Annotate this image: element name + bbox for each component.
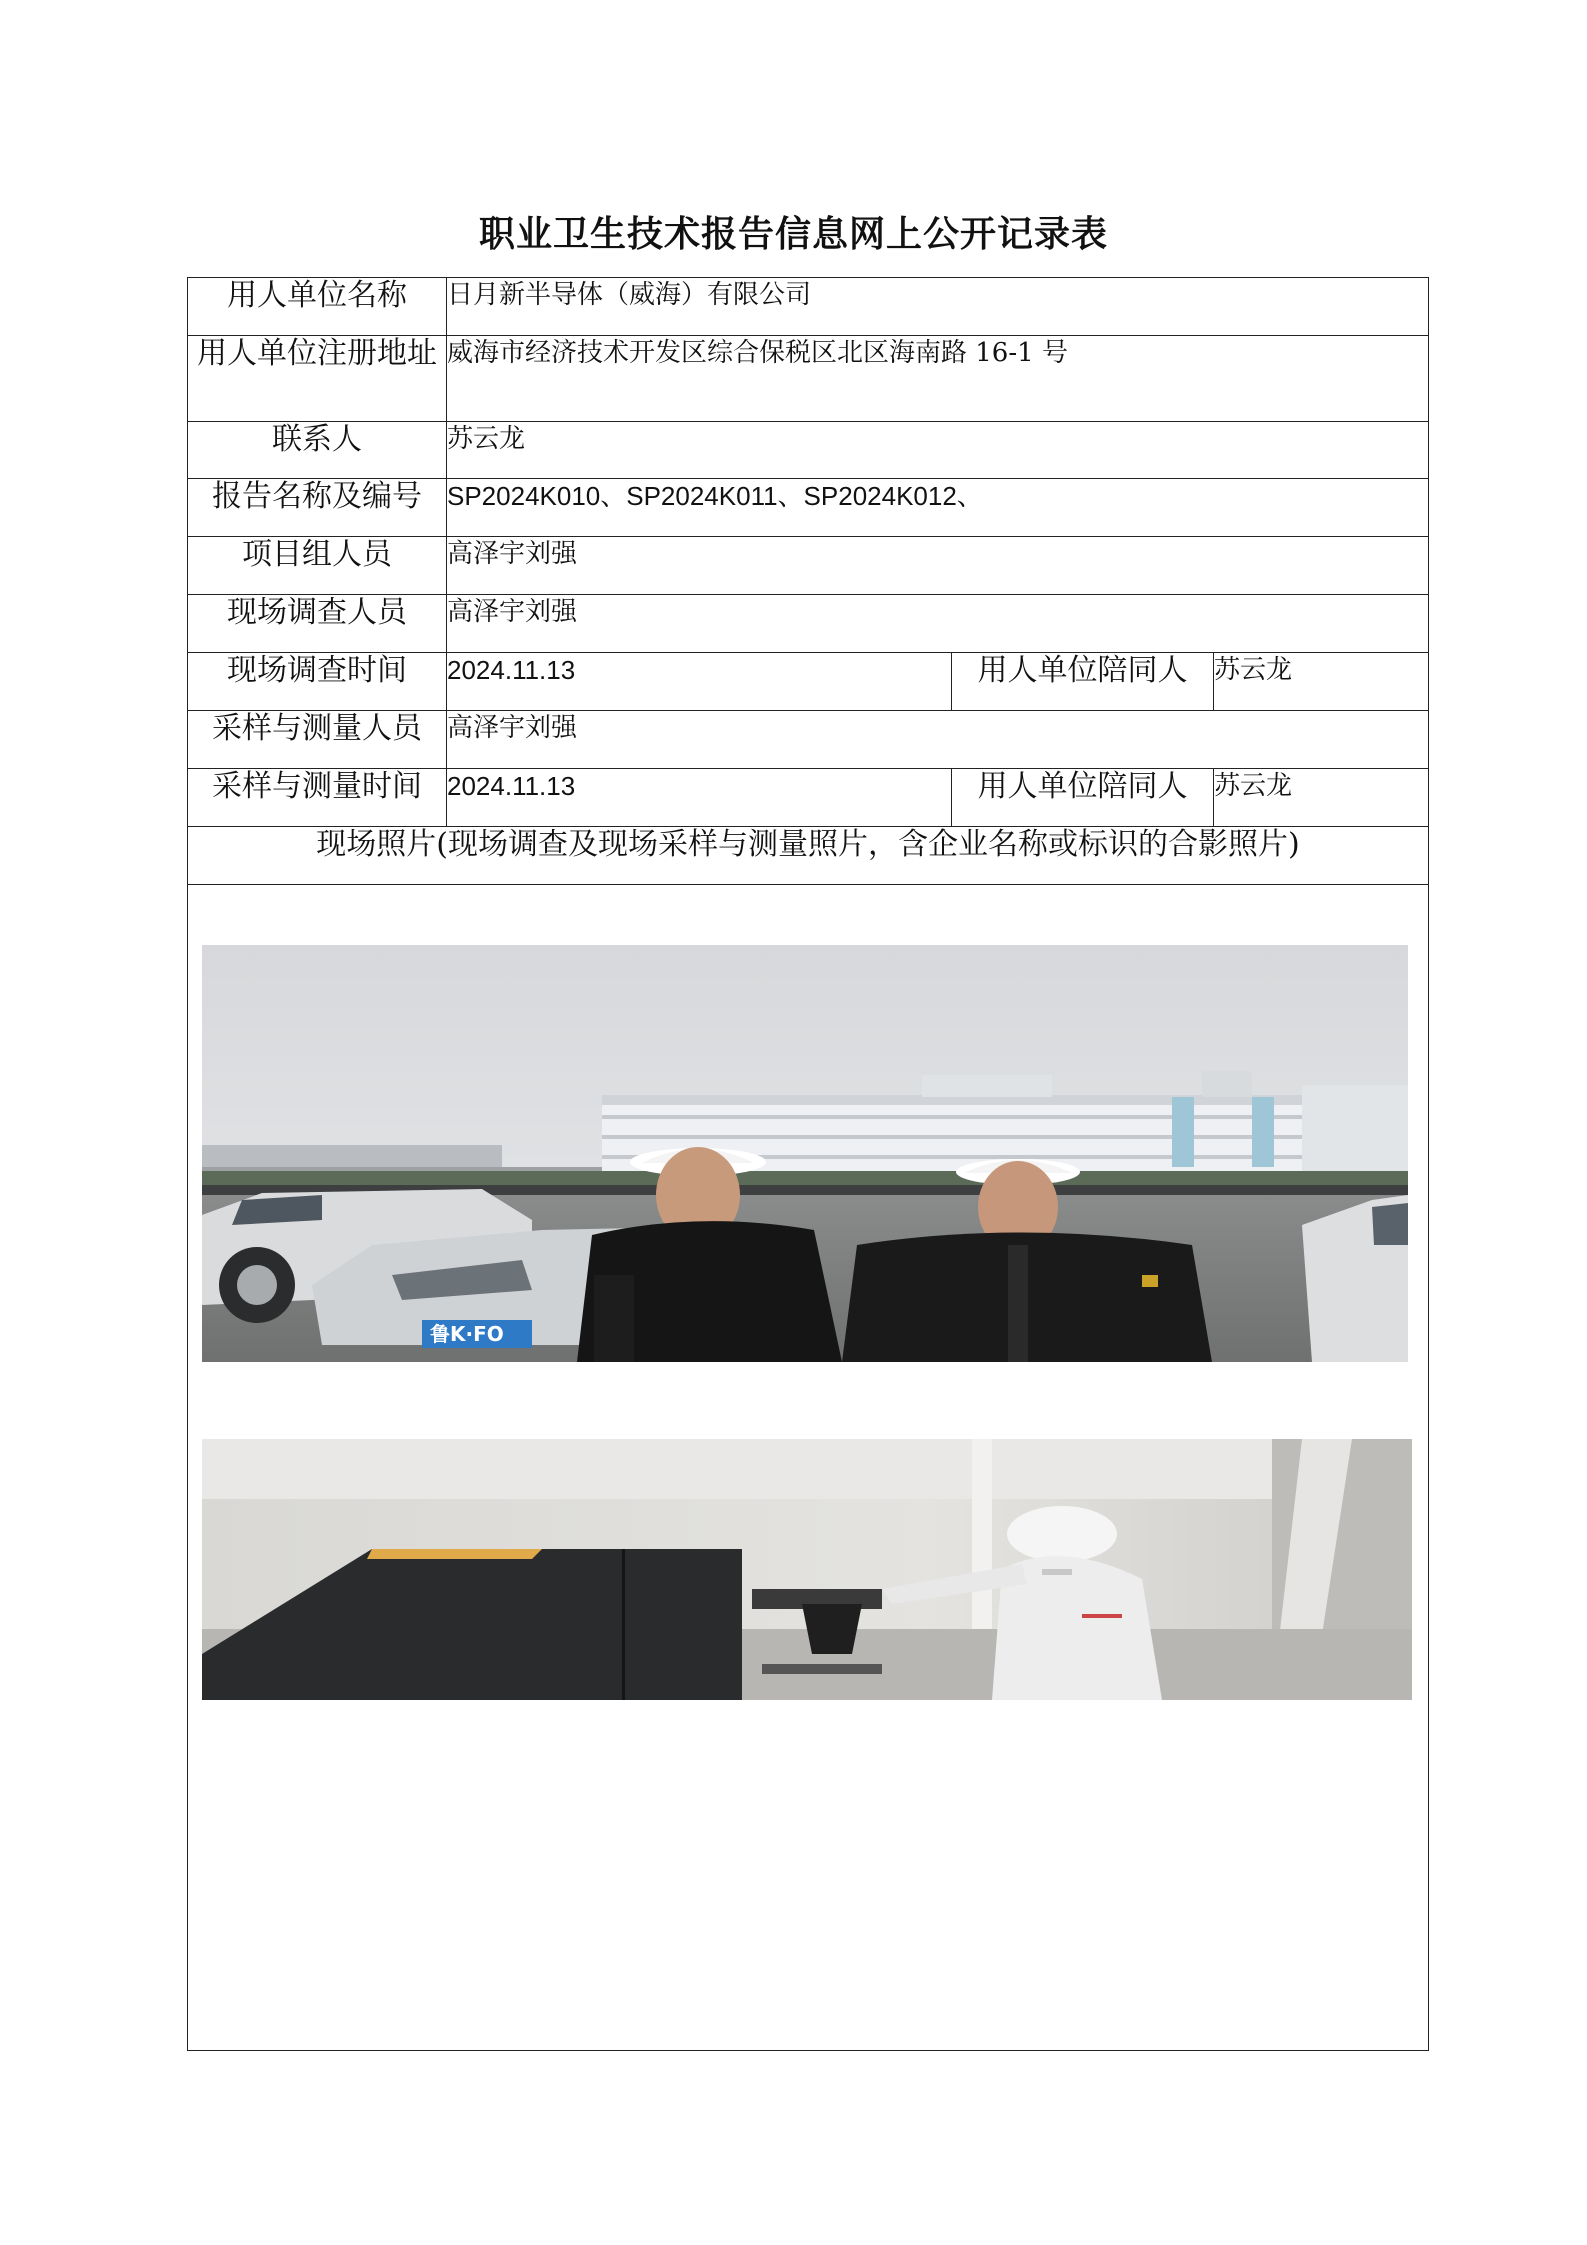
- row-survey-time: [188, 653, 1429, 711]
- report-label: 报告名称及编号: [188, 479, 447, 537]
- survey-time-label: 现场调查时间: [188, 653, 447, 711]
- sampling-time-value: 2024.11.13: [447, 769, 952, 827]
- row-photos: [188, 885, 1429, 2051]
- photo-header: 现场照片(现场调查及现场采样与测量照片，含企业名称或标识的合影照片): [188, 827, 1429, 885]
- row-photo-header: [188, 827, 1429, 885]
- photo-area: [188, 885, 1429, 2051]
- sampling-staff-value: 高泽宇刘强: [447, 711, 1429, 769]
- report-value: SP2024K010、SP2024K011、SP2024K012、: [447, 479, 1429, 537]
- sampling-staff-label: 采样与测量人员: [188, 711, 447, 769]
- contact-label: 联系人: [188, 422, 447, 479]
- team-value: 高泽宇刘强: [447, 537, 1429, 595]
- address-value: 威海市经济技术开发区综合保税区北区海南路 16-1 号: [447, 336, 1429, 422]
- row-unit-name: [188, 278, 1429, 336]
- row-team: [188, 537, 1429, 595]
- survey-staff-value: 高泽宇刘强: [447, 595, 1429, 653]
- row-sampling-staff: [188, 711, 1429, 769]
- row-address: [188, 336, 1429, 422]
- row-contact: [188, 422, 1429, 479]
- license-plate: 鲁K·FO: [430, 1322, 504, 1346]
- survey-time-value: 2024.11.13: [447, 653, 952, 711]
- unit-name-label: 用人单位名称: [188, 278, 447, 336]
- unit-name-value: 日月新半导体（威海）有限公司: [447, 278, 1429, 336]
- survey-companion-label: 用人单位陪同人: [952, 653, 1214, 711]
- sampling-time-label: 采样与测量时间: [188, 769, 447, 827]
- sampling-companion-value: 苏云龙: [1214, 769, 1429, 827]
- row-survey-staff: [188, 595, 1429, 653]
- contact-value: 苏云龙: [447, 422, 1429, 479]
- address-label: 用人单位注册地址: [188, 336, 447, 422]
- page-title: 职业卫生技术报告信息网上公开记录表: [478, 214, 1108, 255]
- survey-companion-value: 苏云龙: [1214, 653, 1429, 711]
- team-label: 项目组人员: [188, 537, 447, 595]
- row-sampling-time: [188, 769, 1429, 827]
- row-report: [188, 479, 1429, 537]
- survey-staff-label: 现场调查人员: [188, 595, 447, 653]
- site-survey-photo: [202, 945, 1408, 1362]
- record-table: [187, 277, 1429, 2051]
- sampling-companion-label: 用人单位陪同人: [952, 769, 1214, 827]
- sampling-photo: [202, 1439, 1412, 1700]
